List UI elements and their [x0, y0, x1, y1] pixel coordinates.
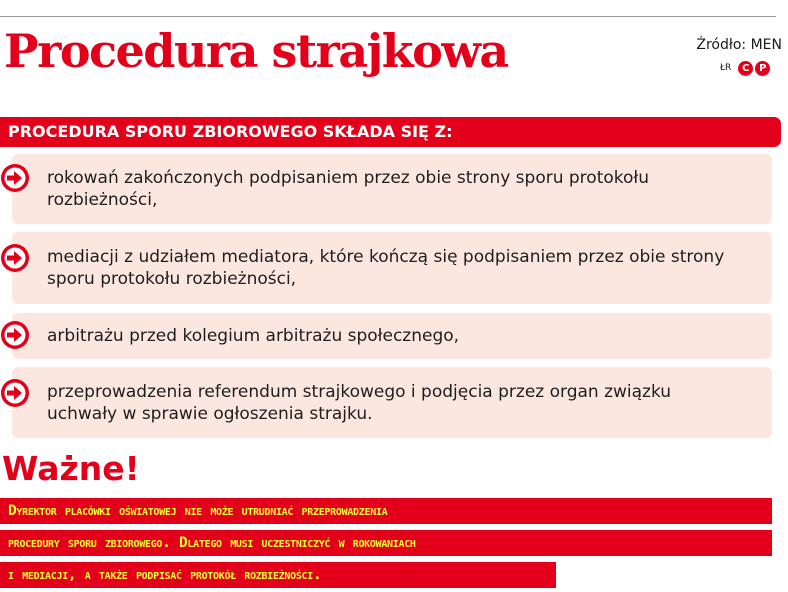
list-item-text: mediacji z udziałem mediatora, które kończą się podpisaniem przez obie strony sporu protokołu rozbieżności, [47, 247, 725, 289]
list-item [12, 313, 772, 359]
arrow-right-circle-icon [0, 320, 30, 350]
important-note-line: i mediacji, a także podpisać protokół rozbieżności. [0, 562, 556, 588]
list-item-text: rokowań zakończonych podpisaniem przez obie strony sporu protokołu rozbieżności, [47, 168, 650, 210]
page-title: Procedura strajkowa [4, 24, 508, 78]
list-item [12, 154, 772, 224]
source-label: Źródło: MEN [696, 37, 782, 53]
arrow-right-circle-icon [0, 378, 30, 408]
important-heading: Ważne! [2, 449, 140, 488]
list-item [12, 367, 772, 438]
list-item-text: przeprowadzenia referendum strajkowego i podjęcia przez organ związku uchwały w sprawie ogłoszenia strajku. [47, 381, 672, 424]
section-header: PROCEDURA SPORU ZBIOROWEGO SKŁADA SIĘ Z: [0, 117, 781, 147]
important-note-line: Dyrektor placówki oświatowej nie może utrudniać przeprowadzenia [0, 498, 772, 524]
author-credit [720, 60, 772, 76]
arrow-right-circle-icon [0, 163, 30, 193]
p-logo-icon: P [755, 61, 770, 76]
list-item [12, 232, 772, 304]
arrow-right-circle-icon [0, 243, 30, 273]
list-item-text: arbitrażu przed kolegium arbitrażu społecznego, [47, 326, 460, 346]
important-note-line: procedury sporu zbiorowego. Dlatego musi uczestniczyć w rokowaniach [0, 530, 772, 556]
author-initials: ŁR [720, 63, 732, 73]
c-logo-icon: C [738, 61, 753, 76]
top-divider [0, 16, 776, 17]
